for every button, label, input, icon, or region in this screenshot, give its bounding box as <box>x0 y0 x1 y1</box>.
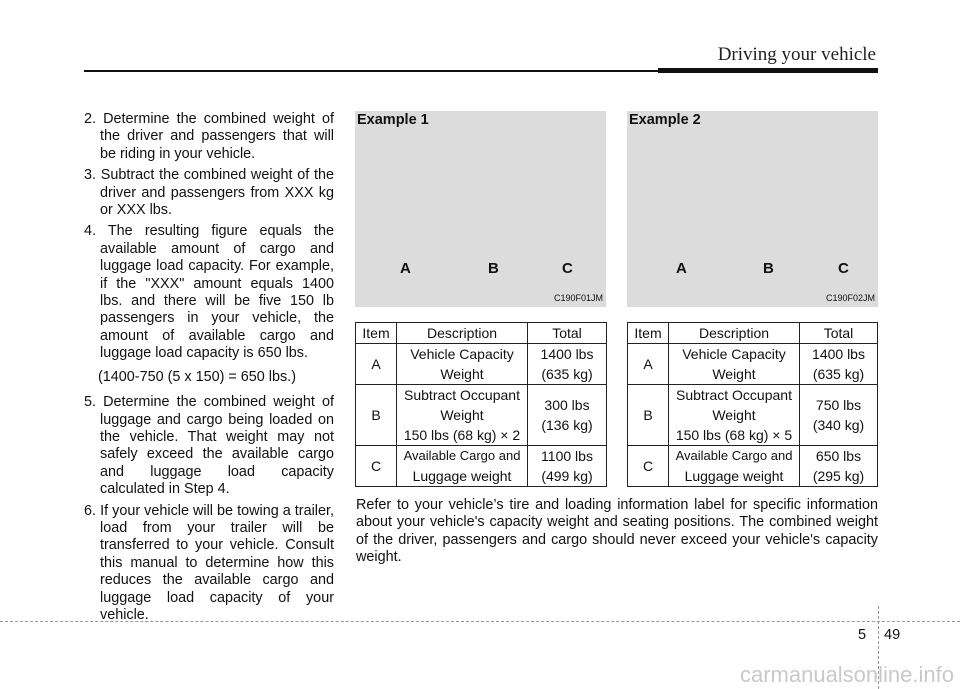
header-rule-accent <box>658 68 878 73</box>
desc-line: Vehicle Capacity <box>682 346 786 362</box>
table-header-row <box>628 323 878 344</box>
step-number: 6. <box>84 502 97 519</box>
step-number: 3. <box>84 167 97 184</box>
table-row <box>356 344 607 385</box>
row-item: B <box>628 385 669 446</box>
row-description <box>669 344 800 385</box>
row-item: A <box>628 344 669 385</box>
table-row <box>628 446 878 487</box>
step-text: Determine the combined weight of luggage and cargo being loaded on the vehicle. That weight may not safely exceed the available cargo and luggage load capacity calculated in Step 4. <box>100 394 334 498</box>
desc-line: Weight <box>440 366 484 382</box>
step-2 <box>84 111 334 163</box>
total-line: (635 kg) <box>541 366 593 382</box>
desc-line: Luggage weight <box>684 468 784 484</box>
step-number: 5. <box>84 394 97 411</box>
page-number: 49 <box>884 627 901 643</box>
figure-code: C190F02JM <box>825 293 875 303</box>
header-rule <box>84 70 660 72</box>
figure-code: C190F01JM <box>553 293 603 303</box>
example-1-figure <box>355 111 606 307</box>
total-line: (340 kg) <box>812 417 865 433</box>
total-line: (295 kg) <box>812 468 865 484</box>
row-total <box>528 344 607 385</box>
instruction-steps <box>84 111 334 628</box>
label-b: B <box>763 260 774 277</box>
step-6 <box>84 503 334 625</box>
total-line: 1400 lbs <box>812 346 865 362</box>
row-total <box>528 446 607 487</box>
total-line: 300 lbs <box>544 397 590 413</box>
section-number: 5 <box>858 627 867 643</box>
label-b: B <box>488 260 499 277</box>
col-total: Total <box>528 323 607 344</box>
row-description <box>669 446 800 487</box>
example-2-table <box>627 322 878 487</box>
row-total <box>800 344 878 385</box>
desc-line: Vehicle Capacity <box>410 346 514 362</box>
desc-line: 150 lbs (68 kg) × 5 <box>675 427 793 443</box>
desc-line: Subtract Occupant <box>676 387 792 403</box>
example-2-figure <box>627 111 878 307</box>
col-description: Description <box>669 323 800 344</box>
desc-line: Available Cargo and <box>675 448 793 463</box>
table-row <box>356 446 607 487</box>
step-text: Subtract the combined weight of the driver and passengers from XXX kg or XXX lbs. <box>100 167 334 219</box>
step-3 <box>84 167 334 219</box>
row-item: C <box>628 446 669 487</box>
desc-line: Available Cargo and <box>403 448 521 463</box>
total-line: (635 kg) <box>812 366 865 382</box>
desc-line: 150 lbs (68 kg) × 2 <box>403 427 521 443</box>
table-row <box>628 385 878 446</box>
total-line: (136 kg) <box>541 417 593 433</box>
example-1-table <box>355 322 607 487</box>
label-c: C <box>838 260 849 277</box>
desc-line: Weight <box>440 407 484 423</box>
step-4 <box>84 223 334 362</box>
row-description <box>397 446 528 487</box>
total-line: 750 lbs <box>815 397 862 413</box>
table-row <box>356 385 607 446</box>
row-total <box>800 385 878 446</box>
total-line: 1100 lbs <box>541 448 593 464</box>
row-description <box>669 385 800 446</box>
step-number: 2. <box>84 111 97 127</box>
row-total <box>800 446 878 487</box>
total-line: (499 kg) <box>541 468 593 484</box>
example-1-title: Example 1 <box>357 112 429 128</box>
row-item: B <box>356 385 397 446</box>
header-title: Driving your vehicle <box>717 44 876 65</box>
label-a: A <box>676 260 687 277</box>
col-item: Item <box>356 323 397 344</box>
desc-line: Luggage weight <box>412 468 512 484</box>
col-description: Description <box>397 323 528 344</box>
table-row <box>628 344 878 385</box>
loading-info-paragraph: Refer to your vehicle’s tire and loading information label for specific information about your vehicle's capacity weight and seating positions. The combined weight of the driver, passengers and cargo should never exceed your vehicle's capacity weight. <box>356 497 878 566</box>
watermark: carmanualsonline.info <box>739 662 954 687</box>
desc-line: Subtract Occupant <box>404 387 520 403</box>
col-total: Total <box>800 323 878 344</box>
step-text: Determine the combined weight of the driver and passengers that will be riding in your vehicle. <box>100 111 334 162</box>
step-text: If your vehicle will be towing a trailer, load from your trailer will be transferred to your vehicle. Consult this manual to determine how this reduces the available cargo and luggage load capacity of your vehicle. <box>100 502 334 623</box>
desc-line: Weight <box>712 366 756 382</box>
table-header-row <box>356 323 607 344</box>
example-2-title: Example 2 <box>629 112 701 128</box>
row-total <box>528 385 607 446</box>
step-number: 4. <box>84 223 97 240</box>
total-line: 1400 lbs <box>540 346 594 362</box>
footer-divider <box>0 621 960 622</box>
row-item: A <box>356 344 397 385</box>
step-text: The resulting figure equals the available amount of cargo and luggage load capacity. For example, if the "XXX" amount equals 1400 lbs. and there will be five 150 lb passengers in your vehicle, the amount of available cargo and luggage load capacity is 650 lbs. <box>100 223 334 362</box>
row-description <box>397 344 528 385</box>
example-formula: (1400-750 (5 x 150) = 650 lbs.) <box>98 368 296 385</box>
label-c: C <box>562 260 573 277</box>
desc-line: Weight <box>712 407 756 423</box>
col-item: Item <box>628 323 669 344</box>
row-item: C <box>356 446 397 487</box>
total-line: 650 lbs <box>815 448 862 464</box>
label-a: A <box>400 260 411 277</box>
row-description <box>397 385 528 446</box>
step-5 <box>84 394 334 498</box>
